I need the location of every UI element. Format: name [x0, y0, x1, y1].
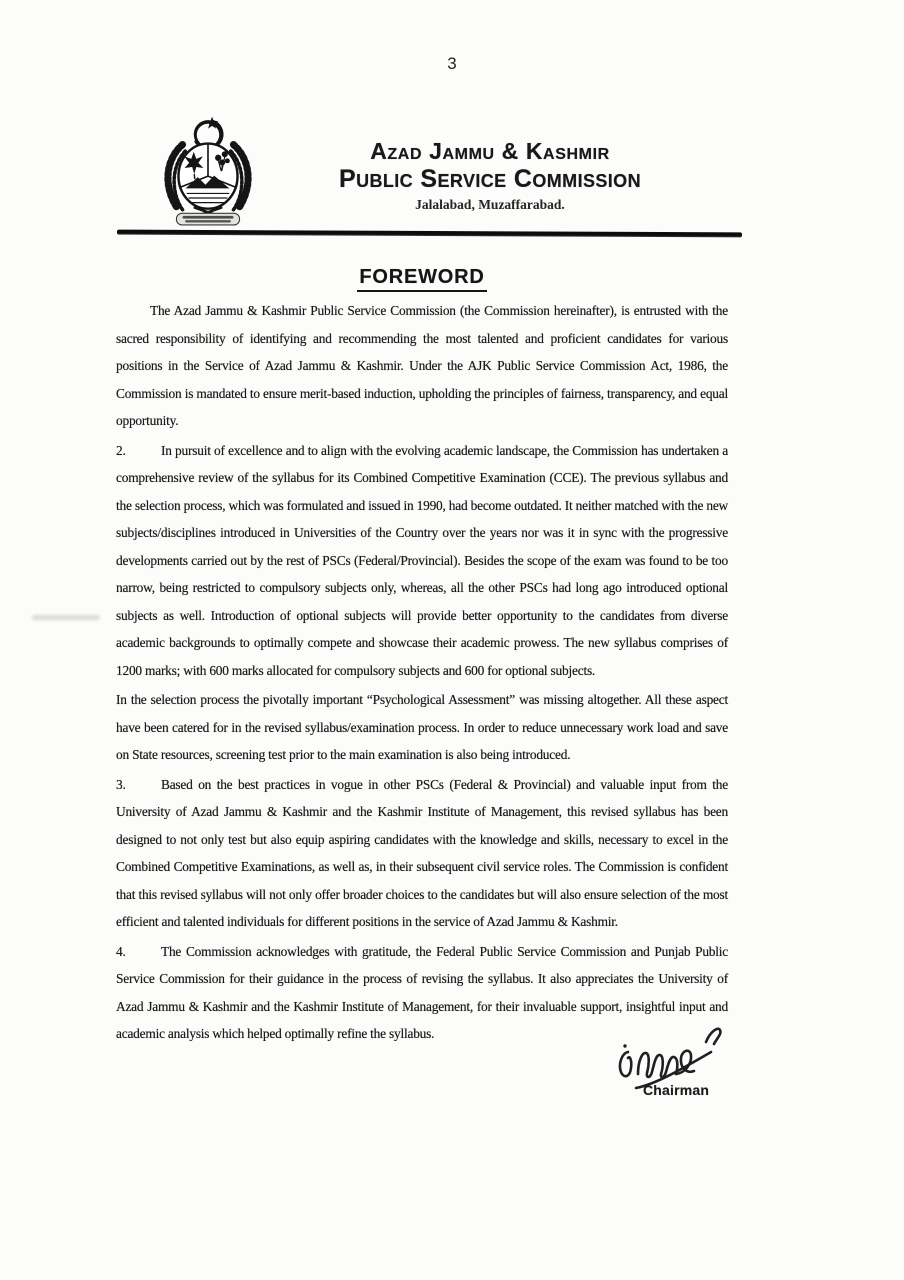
letterhead	[0, 112, 904, 232]
paragraph: The Azad Jammu & Kashmir Public Service Commission (the Commission hereinafter), is entrusted with the sacred responsibility of identifying and recommending the most talented and proficient candidates for various positions in the Service of Azad Jammu & Kashmir. Under the AJK Public Service Commission Act, 1986, the Commission is mandated to ensure merit-based induction, upholding the principles of fairness, transparency, and equal opportunity.	[116, 303, 728, 428]
chairman-signature-icon	[598, 1022, 733, 1112]
page-number: 3	[447, 54, 457, 73]
org-title-block	[320, 138, 660, 214]
shield	[178, 144, 237, 209]
ajk-psc-emblem-icon	[157, 112, 259, 226]
org-location: Jalalabad, Muzaffarabad.	[415, 197, 565, 212]
signature-title: Chairman	[643, 1082, 710, 1098]
paragraph-number: 4.	[116, 943, 126, 959]
paragraph-number: 3.	[116, 776, 126, 792]
paragraph: 4. The Commission acknowledges with gratitude, the Federal Public Service Commission and Punjab Public Service Commission for their guidance in the process of revising the syllabus. It also appreciates the University of Azad Jammu & Kashmir and the Kashmir Institute of Management, for their invaluable support, insightful input and academic analysis which helped optimally refine the syllabus.	[116, 938, 728, 1048]
paragraph: In the selection process the pivotally important “Psychological Assessment” was missing altogether. All these aspect have been catered for in the revised syllabus/examination process. In order to reduce unnecessary work load and save on State resources, screening test prior to the main examination is also being introduced.	[116, 692, 728, 762]
signature-block	[598, 1022, 733, 1112]
paragraph: 2. In pursuit of excellence and to align with the evolving academic landscape, the Commission has undertaken a comprehensive review of the syllabus for its Combined Competitive Examination (CCE). The previous syllabus and the selection process, which was formulated and issued in 1990, had become outdated. It neither matched with the new subjects/disciplines introduced in Universities of the Country over the years nor was it in sync with the progressive developments carried out by the rest of PSCs (Federal/Provincial). Besides the scope of the exam was found to be too narrow, being restricted to compulsory subjects only, whereas, all the other PSCs had long ago introduced optional subjects as well. Introduction of optional subjects will provide better opportunity to the candidates from diverse academic backgrounds to optimally compete and showcase their academic prowess. The new syllabus comprises of 1200 marks; with 600 marks allocated for compulsory subjects and 600 for optional subjects.	[116, 437, 728, 685]
emblem-banner	[176, 213, 239, 225]
document-title: FOREWORD	[357, 266, 486, 292]
document-body	[116, 297, 728, 1050]
paragraph-number: 2.	[116, 442, 126, 458]
org-name-line2: Public Service Commission	[339, 165, 641, 193]
org-name-line1: Azad Jammu & Kashmir	[370, 138, 610, 164]
paragraph: 3. Based on the best practices in vogue in other PSCs (Federal & Provincial) and valuable input from the University of Azad Jammu & Kashmir and the Kashmir Institute of Management, this revised syllabus has been designed to not only test but also equip aspiring candidates with the knowledge and skills, necessary to excel in the Combined Competitive Examinations, as well as, in their subsequent civil service roles. The Commission is confident that this revised syllabus will not only offer broader choices to the candidates but will also ensure selection of the most efficient and talented individuals for different positions in the service of Azad Jammu & Kashmir.	[116, 771, 728, 936]
scan-smudge-artifact	[32, 615, 100, 620]
